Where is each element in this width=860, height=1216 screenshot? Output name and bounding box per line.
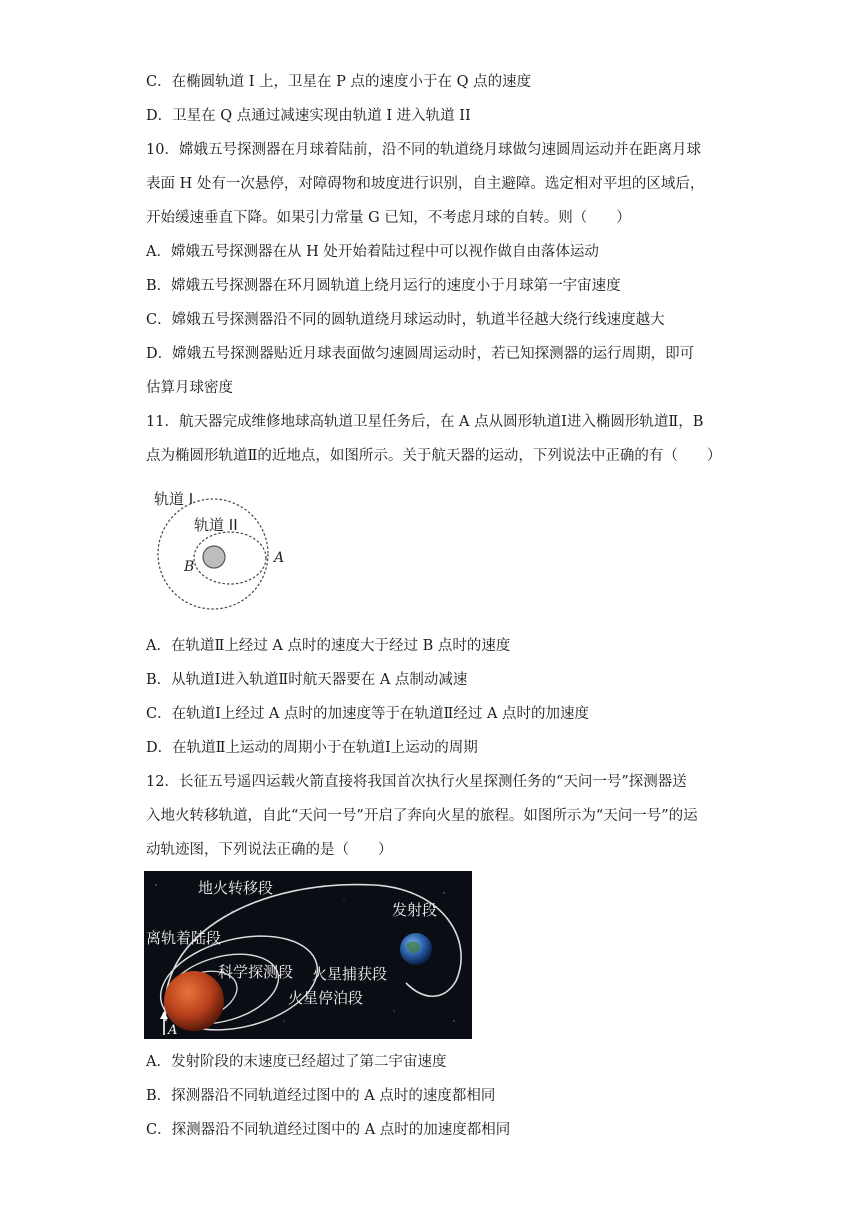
- label-transfer: 地火转移段: [198, 879, 274, 897]
- line-10: 估算月球密度: [146, 380, 233, 396]
- line-8: C．嫦娥五号探测器沿不同的圆轨道绕月球运动时，轨道半径越大绕行线速度越大: [146, 312, 665, 328]
- line-11: 11．航天器完成维修地球高轨道卫星任务后，在 A 点从圆形轨道Ⅰ进入椭圆形轨道Ⅱ，B: [146, 414, 704, 430]
- line-20: A．发射阶段的末速度已经超过了第二宇宙速度: [146, 1054, 447, 1070]
- label-capture: 火星捕获段: [312, 965, 388, 983]
- line-17: 12．长征五号遥四运载火箭直接将我国首次执行火星探测任务的“天问一号”探测器送: [146, 774, 687, 790]
- line-12: 点为椭圆形轨道Ⅱ的近地点，如图所示。关于航天器的运动，下列说法中正确的有（ ）: [146, 448, 722, 464]
- label-point-a: A: [168, 1023, 178, 1038]
- orbit2-label: 轨道 II: [194, 516, 238, 534]
- mars-trajectory-figure: [144, 871, 472, 1039]
- orbit1-label: 轨道 I: [154, 490, 194, 508]
- line-21: B．探测器沿不同轨道经过图中的 A 点时的速度都相同: [146, 1088, 496, 1104]
- line-5: 开始缓速垂直下降。如果引力常量 G 已知，不考虑月球的自转。则（ ）: [146, 210, 631, 226]
- line-18: 入地火转移轨道，自此“天问一号”开启了奔向火星的旅程。如图所示为“天问一号”的运: [146, 808, 698, 824]
- line-7: B．嫦娥五号探测器在环月圆轨道上绕月运行的速度小于月球第一宇宙速度: [146, 278, 621, 294]
- label-parking: 火星停泊段: [288, 989, 364, 1007]
- line-22: C．探测器沿不同轨道经过图中的 A 点时的加速度都相同: [146, 1122, 511, 1138]
- point-a-label: A: [274, 550, 285, 566]
- line-16: D．在轨道Ⅱ上运动的周期小于在轨道Ⅰ上运动的周期: [146, 740, 478, 756]
- orbit-figure: [150, 484, 300, 612]
- line-9: D．嫦娥五号探测器贴近月球表面做匀速圆周运动时，若已知探测器的运行周期，即可: [146, 346, 695, 362]
- line-1: C．在椭圆轨道 I 上，卫星在 P 点的速度小于在 Q 点的速度: [146, 74, 532, 90]
- label-science: 科学探测段: [218, 963, 294, 981]
- label-deorbit: 离轨着陆段: [146, 929, 222, 947]
- label-launch: 发射段: [392, 901, 438, 919]
- line-6: A．嫦娥五号探测器在从 H 处开始着陆过程中可以视作做自由落体运动: [146, 244, 599, 260]
- line-14: B．从轨道Ⅰ进入轨道Ⅱ时航天器要在 A 点制动减速: [146, 672, 468, 688]
- line-13: A．在轨道Ⅱ上经过 A 点时的速度大于经过 B 点时的速度: [146, 638, 511, 654]
- line-2: D．卫星在 Q 点通过减速实现由轨道 I 进入轨道 II: [146, 108, 471, 124]
- point-b-label: B: [184, 559, 195, 575]
- line-4: 表面 H 处有一次悬停，对障碍物和坡度进行识别，自主避障。选定相对平坦的区域后，: [146, 176, 705, 192]
- line-19: 动轨迹图，下列说法正确的是（ ）: [146, 842, 393, 858]
- line-3: 10．嫦娥五号探测器在月球着陆前，沿不同的轨道绕月球做匀速圆周运动并在距离月球: [146, 142, 701, 158]
- line-15: C．在轨道Ⅰ上经过 A 点时的加速度等于在轨道Ⅱ经过 A 点时的加速度: [146, 706, 590, 722]
